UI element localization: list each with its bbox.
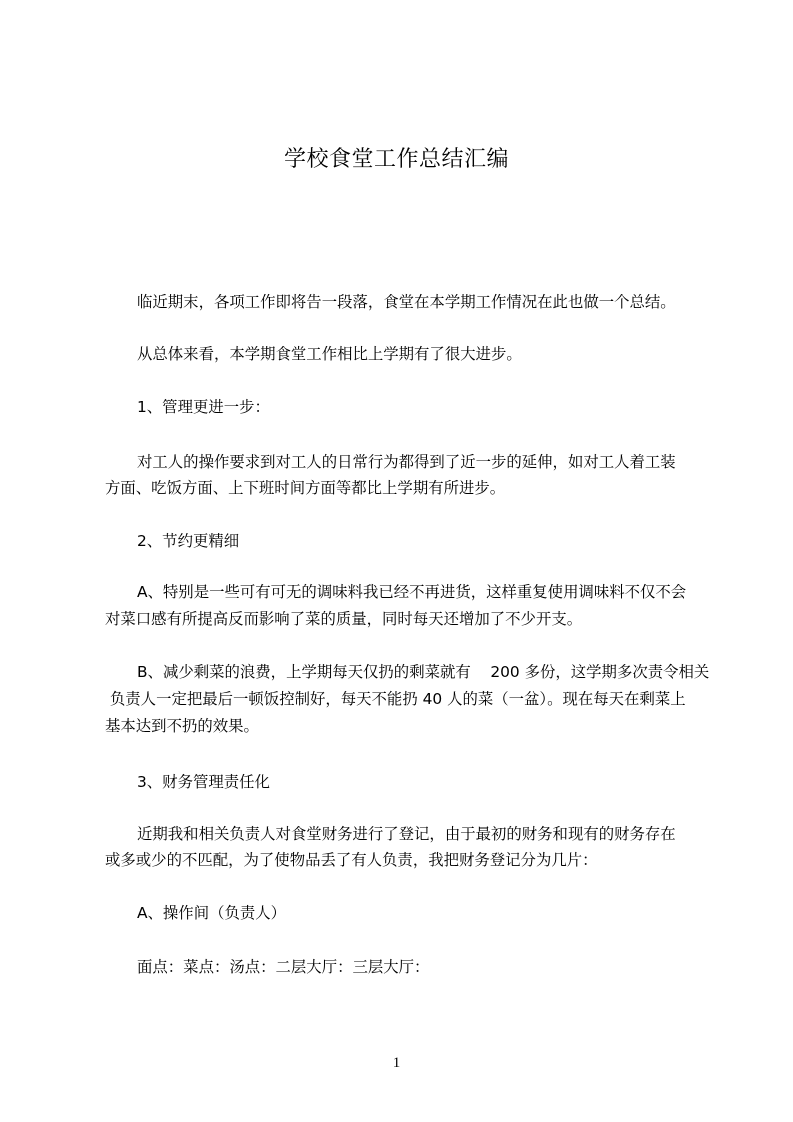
paragraph-management-line1: 对工人的操作要求到对工人的日常行为都得到了近一步的延伸，如对工人着工装: [137, 453, 676, 471]
paragraph-finance-line1: 近期我和相关负责人对食堂财务进行了登记，由于最初的财务和现有的财务存在: [137, 825, 676, 843]
paragraph-areas: 面点：菜点：汤点：二层大厅：三层大厅：: [137, 958, 430, 976]
subsection-operation-room: A、操作间（负责人）: [137, 904, 287, 922]
paragraph-saving-a-line1: A、特别是一些可有可无的调味料我已经不再进货，这样重复使用调味料不仅不会: [137, 583, 687, 601]
section-heading-management: 1、管理更进一步：: [137, 398, 270, 416]
section-heading-saving: 2、节约更精细: [137, 532, 240, 550]
paragraph-intro: 临近期末，各项工作即将告一段落，食堂在本学期工作情况在此也做一个总结。: [137, 293, 676, 311]
paragraph-saving-b-line2: 负责人一定把最后一顿饭控制好，每天不能扔 40 人的菜（一盆）。现在每天在剩菜上: [105, 690, 686, 708]
paragraph-saving-b-line1: B、减少剩菜的浪费，上学期每天仅扔的剩菜就有 200 多份，这学期多次责令相关: [137, 663, 710, 681]
paragraph-overview: 从总体来看，本学期食堂工作相比上学期有了很大进步。: [137, 345, 522, 363]
paragraph-management-line2: 方面、吃饭方面、上下班时间方面等都比上学期有所进步。: [105, 479, 506, 497]
document-title: 学校食堂工作总结汇编: [283, 147, 509, 172]
paragraph-saving-b-line3: 基本达到不扔的效果。: [105, 717, 259, 735]
section-heading-finance: 3、财务管理责任化: [137, 773, 270, 791]
paragraph-saving-a-line2: 对菜口感有所提高反而影响了菜的质量，同时每天还增加了不少开支。: [105, 610, 583, 628]
page-number: 1: [392, 1055, 401, 1071]
paragraph-finance-line2: 或多或少的不匹配，为了使物品丢了有人负责，我把财务登记分为几片：: [105, 851, 598, 869]
